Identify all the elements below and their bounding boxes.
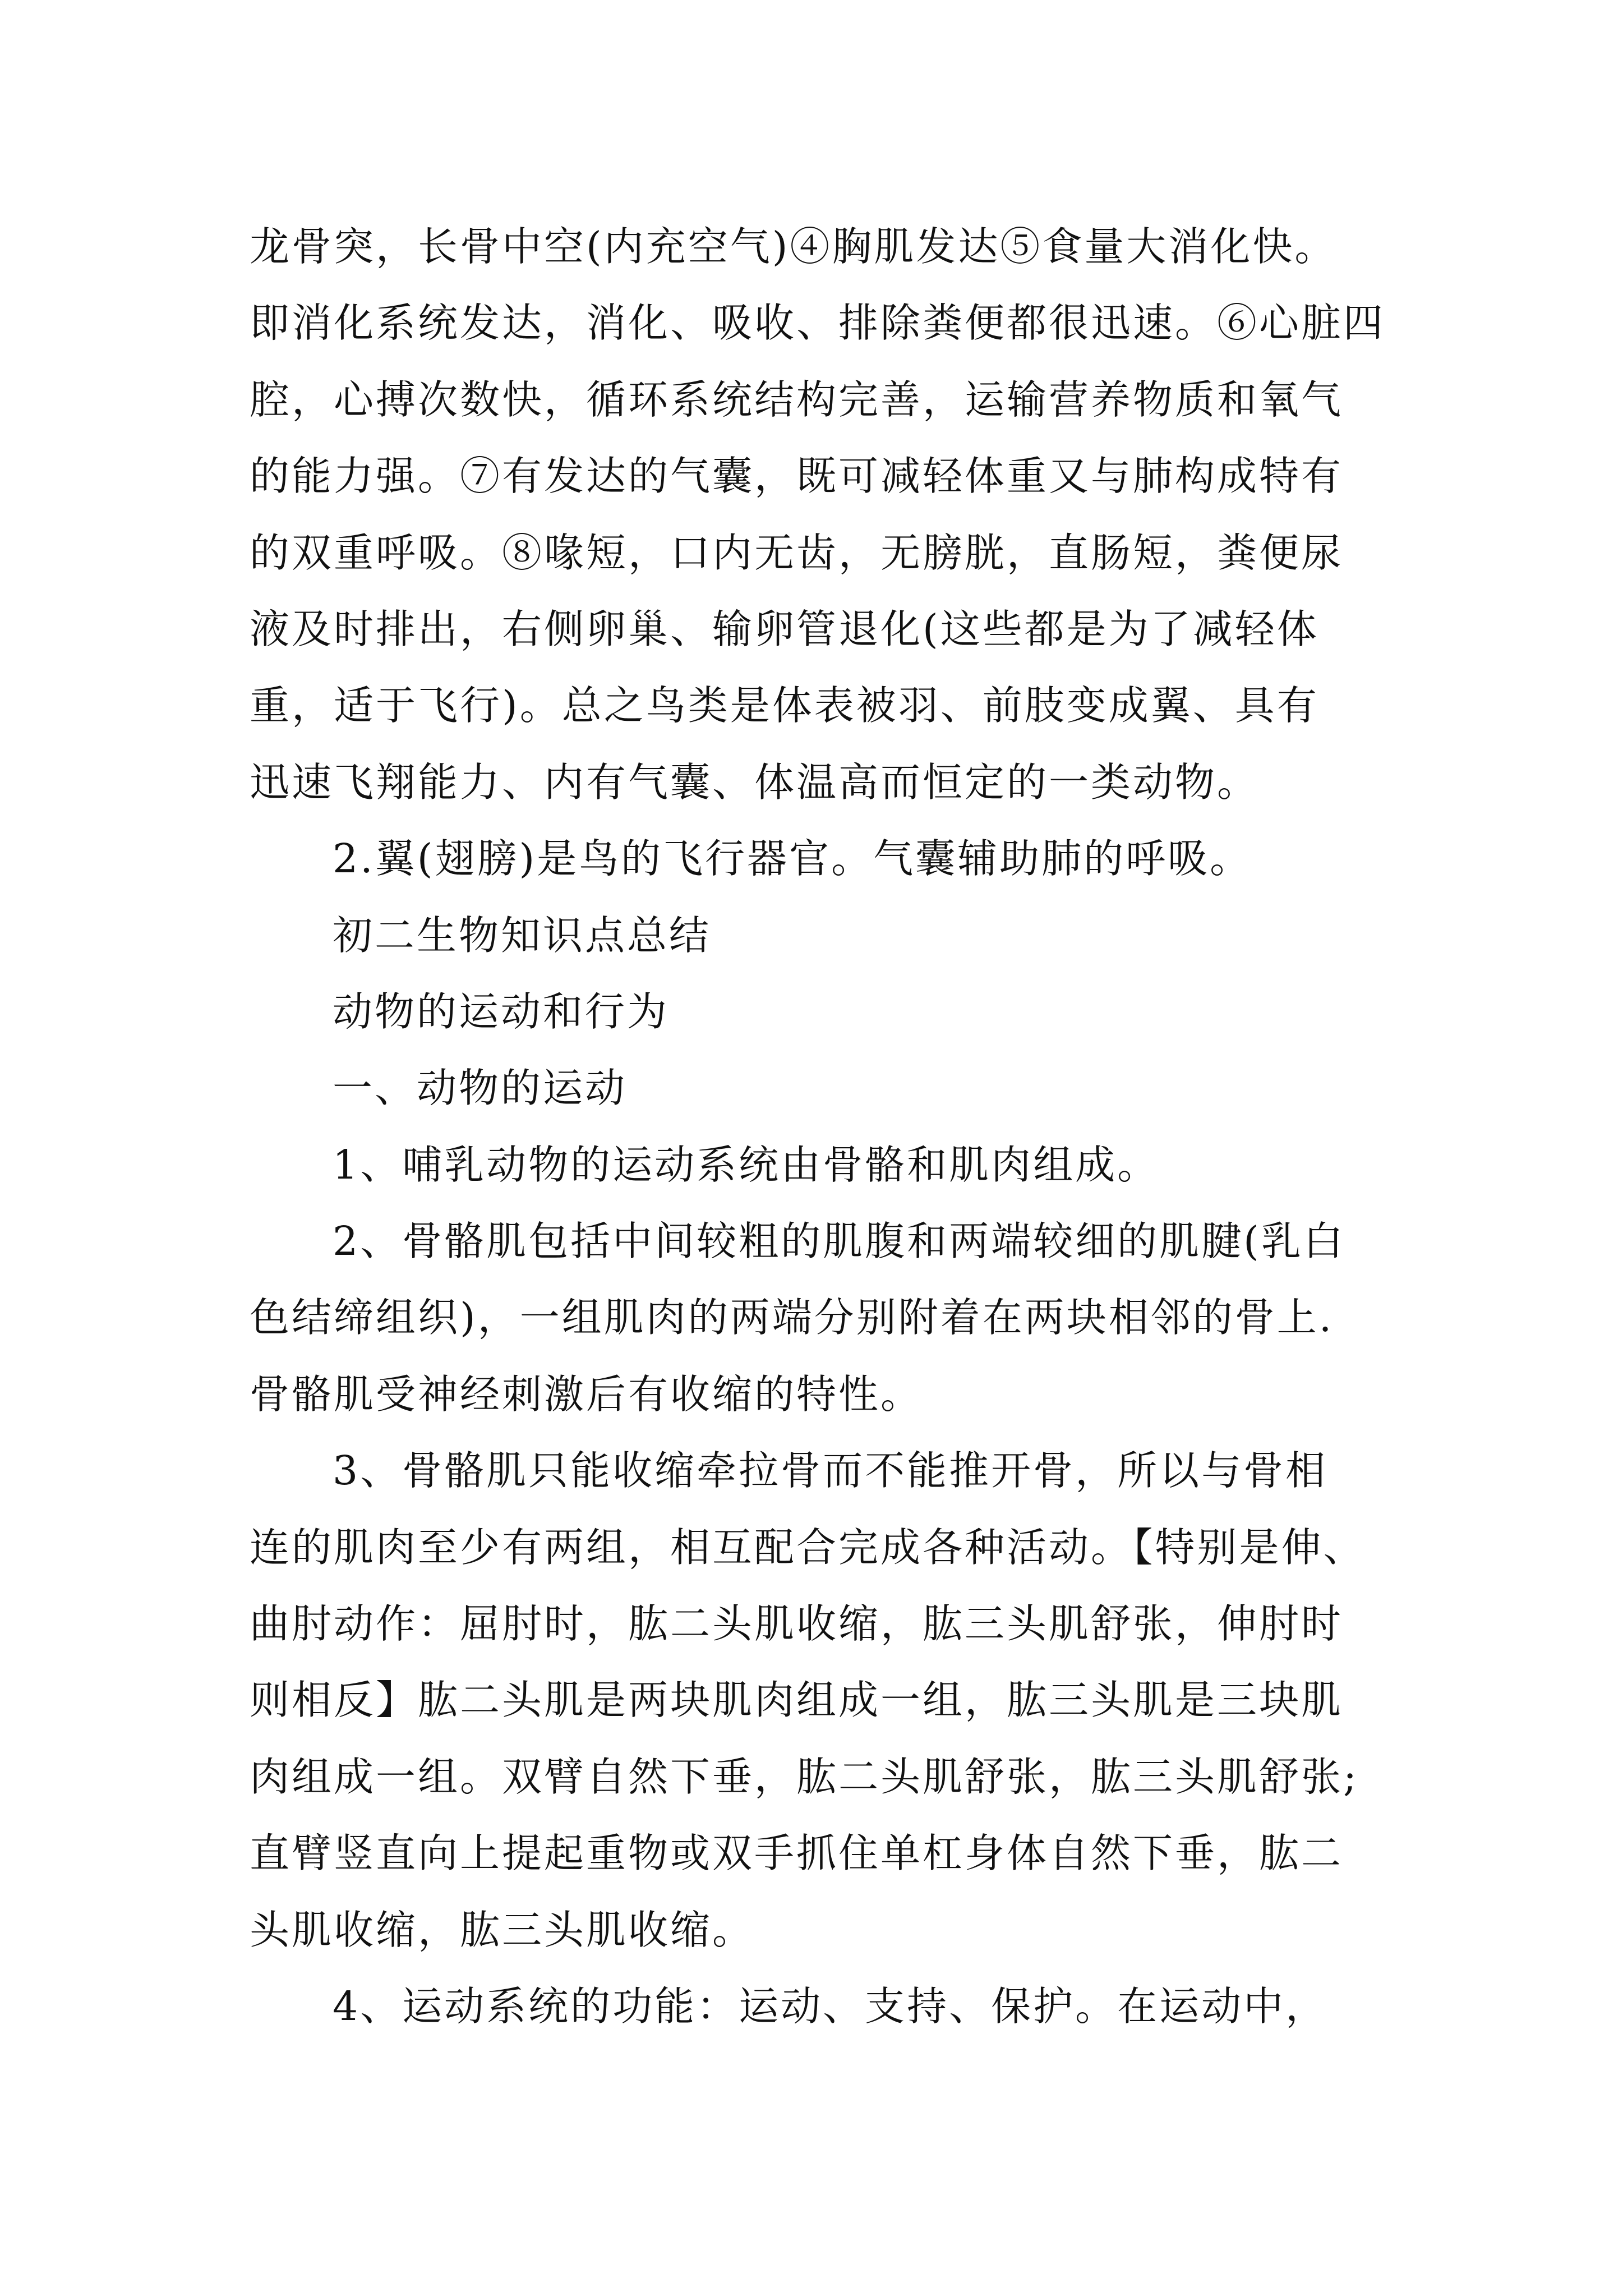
- text-line: 迅速飞翔能力、内有气囊、体温高而恒定的一类动物。: [250, 758, 1260, 806]
- text-line: 曲肘动作：屈肘时，肱二头肌收缩，肱三头肌舒张，伸肘时: [250, 1600, 1344, 1648]
- text-line: 直臂竖直向上提起重物或双手抓住单杠身体自然下垂，肱二: [250, 1830, 1344, 1877]
- text-line: 4、运动系统的功能：运动、支持、保护。在运动中，: [333, 1982, 1328, 2030]
- text-line: 3、骨骼肌只能收缩牵拉骨而不能推开骨，所以与骨相: [333, 1447, 1328, 1494]
- text-line: 的能力强。⑦有发达的气囊，既可减轻体重又与肺构成特有: [250, 453, 1344, 500]
- section-heading: 一、动物的运动: [333, 1065, 628, 1112]
- text-line: 骨骼肌受神经刺激后有收缩的特性。: [250, 1370, 923, 1418]
- text-line: 液及时排出，右侧卵巢、输卵管退化(这些都是为了减轻体: [250, 605, 1319, 652]
- text-line: 色结缔组织)，一组肌肉的两端分别附着在两块相邻的骨上.: [250, 1294, 1334, 1341]
- text-line: 1、哺乳动物的运动系统由骨骼和肌肉组成。: [333, 1141, 1160, 1188]
- text-line: 头肌收缩，肱三头肌收缩。: [250, 1906, 755, 1953]
- text-line: 2.翼(翅膀)是鸟的飞行器官。气囊辅助肺的呼吸。: [333, 835, 1252, 882]
- text-line: 则相反】肱二头肌是两块肌肉组成一组，肱三头肌是三块肌: [250, 1677, 1344, 1724]
- text-line: 腔，心搏次数快，循环系统结构完善，运输营养物质和氧气: [250, 376, 1344, 423]
- text-line: 即消化系统发达，消化、吸收、排除粪便都很迅速。⑥心脏四: [250, 300, 1386, 347]
- text-line: 肉组成一组。双臂自然下垂，肱二头肌舒张，肱三头肌舒张;: [250, 1753, 1359, 1800]
- text-line: 2、骨骼肌包括中间较粗的肌腹和两端较细的肌腱(乳白: [333, 1218, 1345, 1265]
- text-line: 连的肌肉至少有两组，相互配合完成各种活动。【特别是伸、: [250, 1524, 1366, 1571]
- section-heading: 动物的运动和行为: [333, 988, 670, 1035]
- text-line: 龙骨突，长骨中空(内充空气)④胸肌发达⑤食量大消化快。: [250, 223, 1337, 270]
- section-heading: 初二生物知识点总结: [333, 912, 712, 959]
- text-line: 重，适于飞行)。总之鸟类是体表被羽、前肢变成翼、具有: [250, 682, 1319, 729]
- text-line: 的双重呼吸。⑧喙短，口内无齿，无膀胱，直肠短，粪便尿: [250, 529, 1344, 576]
- document-body: [250, 209, 1386, 2045]
